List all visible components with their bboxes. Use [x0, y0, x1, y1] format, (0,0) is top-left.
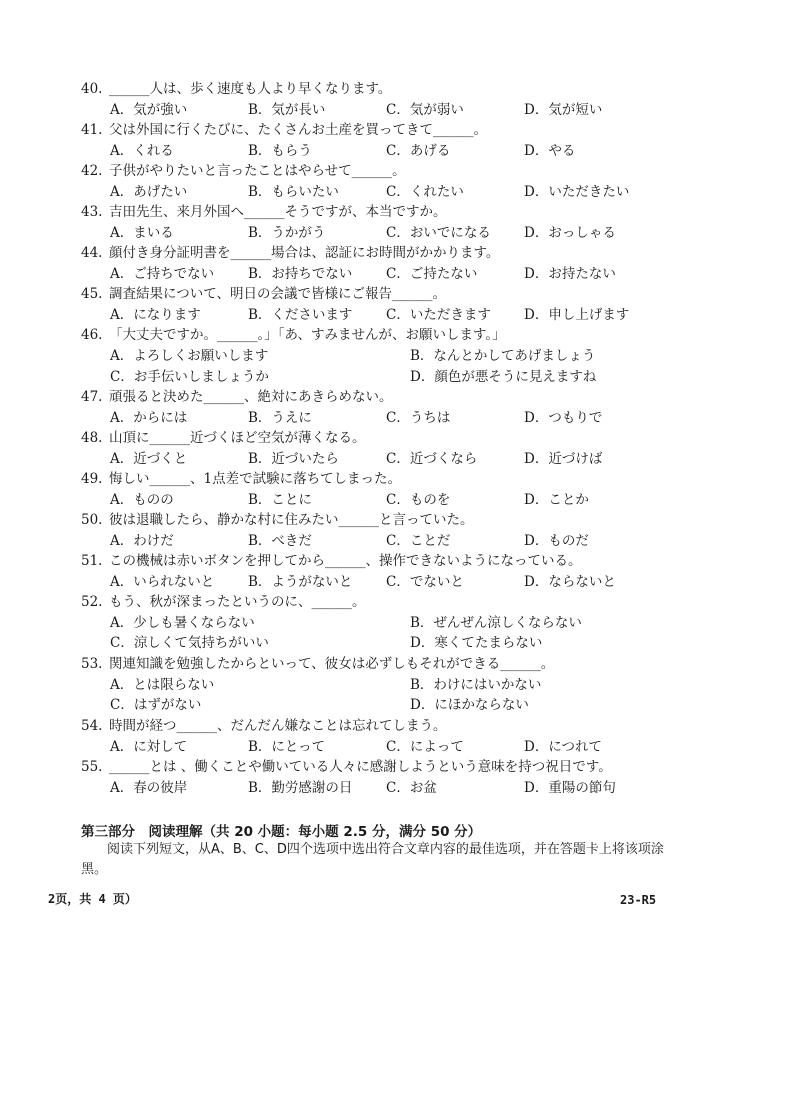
option-b: B．うえに: [248, 410, 312, 426]
question-53-stem: 53. 関連知識を勉強したからといって、彼女は必ずしもそれができる______。: [81, 656, 555, 672]
question-43-stem: 43. 吉田先生、来月外国へ______そうですが、本当ですか。: [81, 204, 447, 220]
option-d: D．近づけば: [524, 451, 603, 467]
section-title: 第三部分 阅读理解（共 20 小题：每小题 2.5 分，满分 50 分）: [81, 824, 482, 840]
option-a: A．まいる: [110, 225, 174, 241]
option-c: C．でないと: [386, 574, 464, 590]
option-c: C．はずがない: [110, 697, 202, 713]
option-a: A．とは限らない: [110, 677, 215, 693]
page-footer-right: 23-R5: [620, 893, 657, 907]
option-b: B．ようがないと: [248, 574, 353, 590]
question-50-stem: 50. 彼は退職したら、静かな村に住みたい______と言っていた。: [81, 512, 474, 528]
question-47-options: [110, 409, 730, 427]
question-40-options: [110, 101, 730, 119]
page-footer-left: 2页，共 4 页）: [48, 892, 137, 906]
option-d: D．申し上げます: [524, 307, 630, 323]
question-49-stem: 49. 悔しい______、1点差で試験に落ちてしまった。: [81, 471, 401, 487]
option-c: C．近づくなら: [386, 451, 478, 467]
option-b: B．べきだ: [248, 533, 312, 549]
question-51-stem: 51. この機械は赤いボタンを押してから______、操作できないようになっている。: [81, 553, 582, 569]
question-42-stem: 42. 子供がやりたいと言ったことはやらせて______。: [81, 163, 406, 179]
question-55-stem: 55. ______とは 、働くことや働いている人々に感謝しようという意味を持つ祝日です。: [81, 759, 612, 775]
question-48-options: [110, 450, 730, 468]
option-a: A．になります: [110, 307, 201, 323]
option-c: C．くれたい: [386, 184, 464, 200]
option-c: C．気が弱い: [386, 102, 464, 118]
option-d: D．ものだ: [524, 533, 589, 549]
option-d: D．ならないと: [524, 574, 616, 590]
option-a: A．少しも暑くならない: [110, 615, 255, 631]
option-c: C．ものを: [386, 492, 451, 508]
option-a: A．近づくと: [110, 451, 188, 467]
question-53-options-row1: [110, 676, 730, 694]
option-c: C．おいでになる: [386, 225, 491, 241]
option-a: A．ものの: [110, 492, 174, 508]
option-a: A．春の彼岸: [110, 780, 188, 796]
question-52-options-row1: [110, 614, 730, 632]
question-41-stem: 41. 父は外国に行くたびに、たくさんお土産を買ってきて______。: [81, 122, 487, 138]
option-d: D．やる: [524, 143, 576, 159]
option-a: A．わけだ: [110, 533, 174, 549]
option-a: A．あげたい: [110, 184, 188, 200]
option-b: B．勤労感謝の日: [248, 780, 353, 796]
question-55-options: [110, 779, 730, 797]
option-c: C．涼しくて気持ちがいい: [110, 635, 269, 651]
question-52-stem: 52. もう、秋が深まったというのに、______。: [81, 594, 366, 610]
question-54-options: [110, 738, 730, 756]
question-46-options-row2: [110, 368, 730, 386]
option-d: D．顔色が悪そうに見えますね: [410, 369, 597, 385]
question-45-options: [110, 306, 730, 324]
option-b: B．近づいたら: [248, 451, 339, 467]
option-d: D．寒くてたまらない: [410, 635, 543, 651]
option-a: A．に対して: [110, 739, 188, 755]
option-d: D．重陽の節句: [524, 780, 616, 796]
question-45-stem: 45. 調査結果について、明日の会議で皆様にご報告______。: [81, 286, 446, 302]
option-b: B．わけにはいかない: [410, 677, 542, 693]
option-c: C．お盆: [386, 780, 437, 796]
option-b: B．ぜんぜん涼しくならない: [410, 615, 582, 631]
option-a: A．よろしくお願いします: [110, 348, 269, 364]
option-b: B．お持ちでない: [248, 266, 353, 282]
question-44-stem: 44. 顔付き身分証明書を______場合は、認証にお時間がかかります。: [81, 245, 500, 261]
option-c: C．お手伝いしましょうか: [110, 369, 269, 385]
option-c: C．によって: [386, 739, 464, 755]
question-50-options: [110, 532, 730, 550]
question-47-stem: 47. 頑張ると決めた______、絶対にあきらめない。: [81, 389, 393, 405]
question-40-stem: 40. ______人は、歩く速度も人より早くなります。: [81, 81, 392, 97]
option-c: C．あげる: [386, 143, 451, 159]
question-46-stem: 46. 「大丈夫ですか。______。」「あ、すみませんが、お願いします。」: [81, 327, 506, 343]
option-c: C．ことだ: [386, 533, 451, 549]
question-49-options: [110, 491, 730, 509]
option-b: B．気が長い: [248, 102, 326, 118]
option-a: A．くれる: [110, 143, 174, 159]
question-48-stem: 48. 山頂に______近づくほど空気が薄くなる。: [81, 430, 366, 446]
option-b: B．うかがう: [248, 225, 326, 241]
option-d: D．にほかならない: [410, 697, 529, 713]
question-54-stem: 54. 時間が経つ______、だんだん嫌なことは忘れてしまう。: [81, 718, 447, 734]
section-instructions: 阅读下列短文，从A、B、C、D四个选项中选出符合文章内容的最佳选项，并在答题卡上将该项涂黑。: [81, 842, 664, 877]
question-52-options-row2: [110, 634, 730, 652]
question-43-options: [110, 224, 730, 242]
option-d: D．いただきたい: [524, 184, 630, 200]
option-c: C．ご持たない: [386, 266, 478, 282]
option-d: D．気が短い: [524, 102, 603, 118]
option-d: D．お持たない: [524, 266, 616, 282]
question-53-options-row2: [110, 696, 730, 714]
option-a: A．いられないと: [110, 574, 215, 590]
question-42-options: [110, 183, 730, 201]
option-b: B．くださいます: [248, 307, 353, 323]
option-b: B．にとって: [248, 739, 326, 755]
question-44-options: [110, 265, 730, 283]
option-c: C．いただきます: [386, 307, 491, 323]
option-d: D．おっしゃる: [524, 225, 616, 241]
option-c: C．うちは: [386, 410, 451, 426]
option-d: D．につれて: [524, 739, 603, 755]
option-b: B．もらう: [248, 143, 312, 159]
question-41-options: [110, 142, 730, 160]
option-b: B．ことに: [248, 492, 312, 508]
question-51-options: [110, 573, 730, 591]
option-a: A．ご持ちでない: [110, 266, 215, 282]
option-d: D．ことか: [524, 492, 589, 508]
option-b: B．なんとかしてあげましょう: [410, 348, 596, 364]
question-46-options-row1: [110, 347, 730, 365]
option-d: D．つもりで: [524, 410, 603, 426]
option-a: A．気が強い: [110, 102, 188, 118]
option-a: A．からには: [110, 410, 188, 426]
option-b: B．もらいたい: [248, 184, 339, 200]
